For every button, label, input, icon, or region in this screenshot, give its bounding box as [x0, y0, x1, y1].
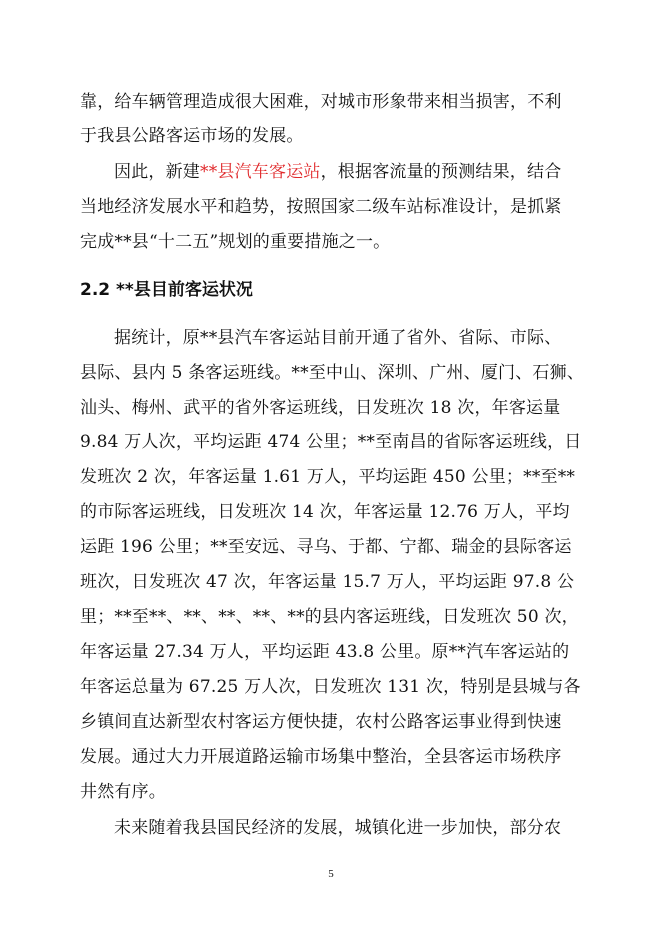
paragraph-3-line-8: 班次，日发班次 47 次，年客运量 15.7 万人，平均运距 97.8 公: [80, 572, 575, 592]
paragraph-3-line-11: 年客运总量为 67.25 万人次，日发班次 131 次，特别是县城与各: [80, 677, 581, 697]
paragraph-2-line-3: 完成**县“十二五”规划的重要措施之一。: [80, 232, 391, 252]
paragraph-3-line-4: 9.84 万人次，平均运距 474 公里；**至南昌的省际客运班线，日: [80, 432, 582, 452]
paragraph-3-line-1: 据统计，原**县汽车客运站目前开通了省外、省际、市际、: [114, 328, 562, 348]
section-heading: 2.2 **县目前客运状况: [80, 280, 253, 300]
paragraph-2-line-1: [114, 162, 561, 182]
paragraph-3-line-9: 里；**至**、**、**、**、**的县内客运班线，日发班次 50 次，: [80, 607, 579, 627]
paragraph-3-line-6: 的市际客运班线，日发班次 14 次，年客运量 12.76 万人，平均: [80, 502, 570, 522]
paragraph-3-line-5: 发班次 2 次，年客运量 1.61 万人，平均运距 450 公里；**至**: [80, 467, 576, 487]
paragraph-3-line-10: 年客运量 27.34 万人，平均运距 43.8 公里。原**汽车客运站的: [80, 642, 570, 662]
paragraph-1-line-2: 于我县公路客运市场的发展。: [80, 126, 304, 146]
paragraph-2-prefix: 因此，新建: [114, 162, 200, 182]
paragraph-3-line-14: 井然有序。: [80, 782, 166, 802]
paragraph-4-line-1: 未来随着我县国民经济的发展，城镇化进一步加快，部分农: [114, 818, 562, 838]
page-number: 5: [328, 868, 334, 880]
paragraph-1-line-1: 靠，给车辆管理造成很大困难，对城市形象带来相当损害，不利: [80, 92, 562, 112]
paragraph-3-line-3: 汕头、梅州、武平的省外客运班线，日发班次 18 次，年客运量: [80, 398, 561, 418]
paragraph-2-line-2: 当地经济发展水平和趋势，按照国家二级车站标准设计，是抓紧: [80, 197, 562, 217]
highlighted-station-name: **县汽车客运站: [200, 162, 321, 182]
paragraph-2-suffix: ，根据客流量的预测结果，结合: [320, 162, 562, 182]
paragraph-3-line-13: 发展。通过大力开展道路运输市场集中整治，全县客运市场秩序: [80, 747, 562, 767]
paragraph-3-line-7: 运距 196 公里；**至安远、寻乌、于都、宁都、瑞金的县际客运: [80, 537, 572, 557]
paragraph-3-line-12: 乡镇间直达新型农村客运方便快捷，农村公路客运事业得到快速: [80, 712, 562, 732]
paragraph-3-line-2: 县际、县内 5 条客运班线。**至中山、深圳、广州、厦门、石狮、: [80, 363, 585, 383]
